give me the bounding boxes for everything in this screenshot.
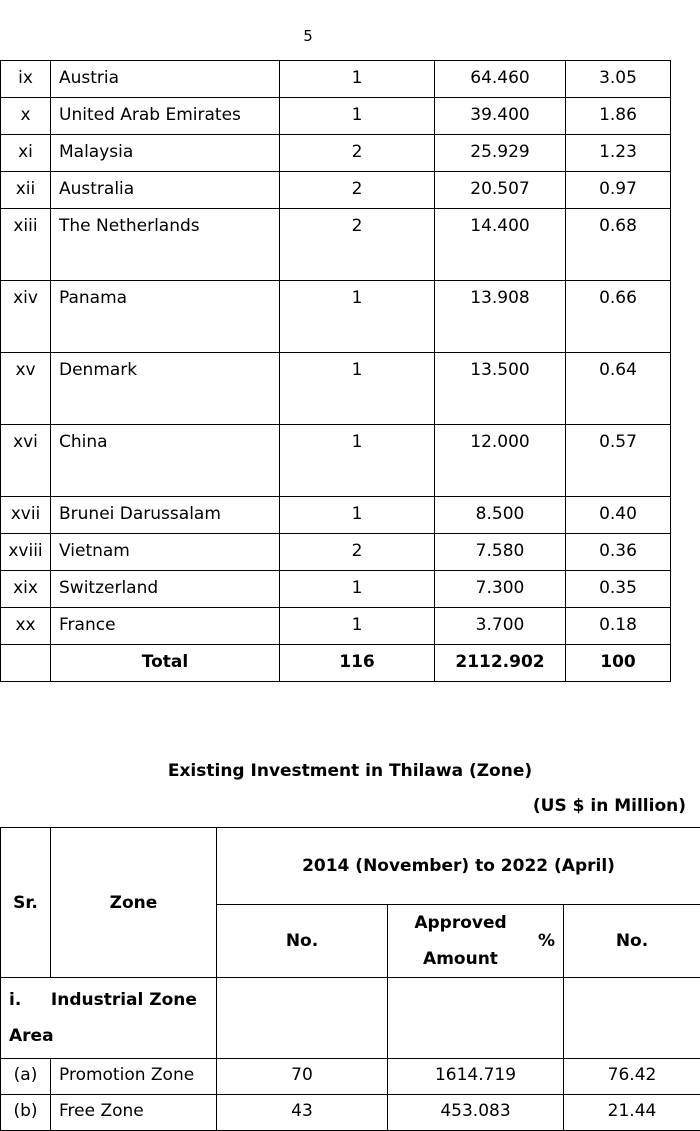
row-serial: (a) [1,1059,51,1095]
row-zone: Free Zone [51,1095,217,1131]
row-serial: (b) [1,1095,51,1131]
row-amount: 64.460 [435,61,566,98]
row-amount: 14.400 [435,209,566,281]
row-count: 2 [280,209,435,281]
header-period: 2014 (November) to 2022 (April) [217,828,700,905]
row-count: 2 [280,135,435,172]
row-country: Switzerland [51,571,280,608]
row-count: 2 [280,534,435,571]
row-percent: 1.23 [566,135,671,172]
row-country: Australia [51,172,280,209]
row-percent: 21.44 [564,1095,700,1131]
total-row [1,645,671,682]
row-count: 1 [280,98,435,135]
row-serial: xvii [1,497,51,534]
row-percent: 0.35 [566,571,671,608]
total-amount: 2112.902 [435,645,566,682]
table-row [1,534,671,571]
table-row [1,571,671,608]
row-serial: ix [1,61,51,98]
row-percent: 0.40 [566,497,671,534]
row-amount: 453.083 [388,1095,564,1131]
total-empty-cell [1,645,51,682]
table-row [1,281,671,353]
row-zone: Promotion Zone [51,1059,217,1095]
row-country: Malaysia [51,135,280,172]
row-serial: xvi [1,425,51,497]
header-approved-amount [388,905,564,978]
group-empty-cell [388,978,564,1059]
zone-investment-table [0,827,700,1131]
row-count: 1 [280,425,435,497]
row-country: Brunei Darussalam [51,497,280,534]
row-country: United Arab Emirates [51,98,280,135]
row-serial: xiii [1,209,51,281]
header-sr: Sr. [1,828,51,978]
country-investment-table [0,60,671,682]
table-row [1,1059,700,1095]
table-row [1,1095,700,1131]
total-label: Total [51,645,280,682]
group-label: Industrial Zone [51,990,197,1010]
total-percent: 100 [566,645,671,682]
row-percent: 0.18 [566,608,671,645]
row-count: 43 [217,1095,388,1131]
group-label-line2: Area [9,1026,54,1046]
table-row [1,61,671,98]
row-count: 1 [280,497,435,534]
row-count: 1 [280,353,435,425]
row-serial: xi [1,135,51,172]
header-zone: Zone [51,828,217,978]
row-count: 2 [280,172,435,209]
group-prefix: i. [9,990,21,1010]
table-row [1,209,671,281]
row-percent: 0.68 [566,209,671,281]
row-amount: 20.507 [435,172,566,209]
row-percent: 0.66 [566,281,671,353]
table-row [1,425,671,497]
row-count: 1 [280,281,435,353]
header-no-2: No. [564,905,700,978]
header-percent: % [538,931,555,951]
group-empty-cell [564,978,700,1059]
row-serial: xii [1,172,51,209]
row-amount: 7.300 [435,571,566,608]
table-row [1,608,671,645]
row-amount: 7.580 [435,534,566,571]
header-approved-line2: Amount [423,949,498,969]
row-amount: 13.908 [435,281,566,353]
unit-label: (US $ in Million) [533,796,686,816]
row-count: 1 [280,571,435,608]
group-industrial-zone [1,978,217,1059]
row-amount: 1614.719 [388,1059,564,1095]
row-country: Denmark [51,353,280,425]
row-percent: 0.64 [566,353,671,425]
section-heading: Existing Investment in Thilawa (Zone) [0,761,700,781]
table-row [1,497,671,534]
row-country: China [51,425,280,497]
row-serial: xviii [1,534,51,571]
group-empty-cell [217,978,388,1059]
table-row [1,135,671,172]
row-percent: 0.57 [566,425,671,497]
row-serial: x [1,98,51,135]
total-count: 116 [280,645,435,682]
table-row [1,98,671,135]
row-percent: 0.97 [566,172,671,209]
row-percent: 1.86 [566,98,671,135]
header-approved-line1: Approved [414,913,506,933]
row-percent: 0.36 [566,534,671,571]
row-serial: xv [1,353,51,425]
table-row [1,172,671,209]
row-country: Panama [51,281,280,353]
row-count: 70 [217,1059,388,1095]
row-country: The Netherlands [51,209,280,281]
row-amount: 13.500 [435,353,566,425]
row-amount: 25.929 [435,135,566,172]
row-country: France [51,608,280,645]
row-amount: 3.700 [435,608,566,645]
row-serial: xx [1,608,51,645]
row-count: 1 [280,61,435,98]
row-serial: xiv [1,281,51,353]
row-amount: 8.500 [435,497,566,534]
row-amount: 39.400 [435,98,566,135]
row-percent: 76.42 [564,1059,700,1095]
page-number: 5 [0,27,616,45]
row-amount: 12.000 [435,425,566,497]
row-country: Austria [51,61,280,98]
row-percent: 3.05 [566,61,671,98]
table-row [1,353,671,425]
row-serial: xix [1,571,51,608]
row-country: Vietnam [51,534,280,571]
row-count: 1 [280,608,435,645]
header-no: No. [217,905,388,978]
